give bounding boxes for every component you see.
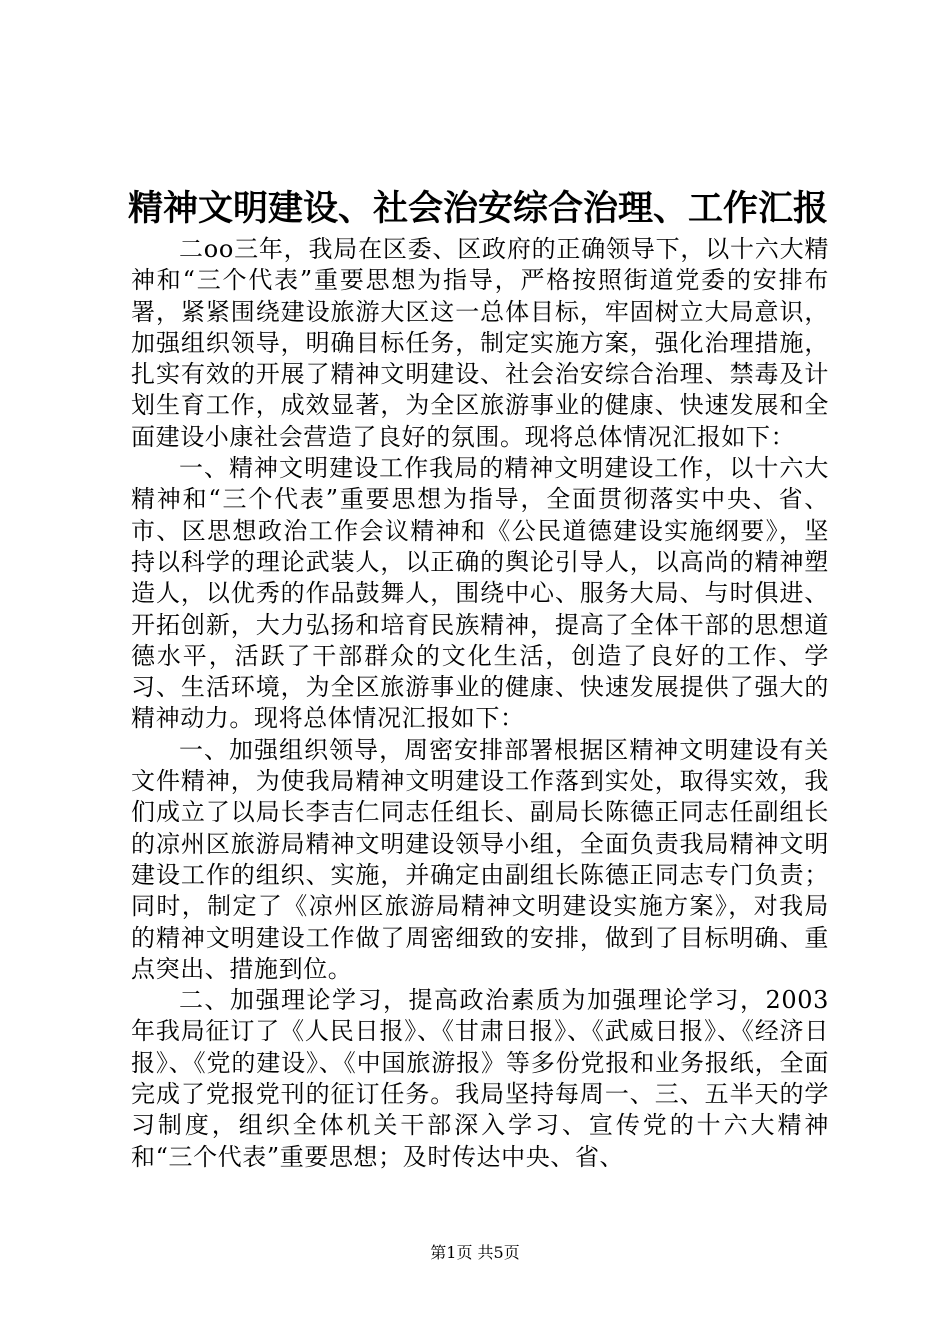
paragraph-study: 二、加强理论学习，提高政治素质为加强理论学习，2003年我局征订了《人民日报》、《甘肃日报》、《武威日报》、《经济日报》、《党的建设》、《中国旅游报》等多份党报和业务报纸，全面完成了党报党刊的征订任务。我局坚持每周一、三、五半天的学习制度，组织全体机关干部深入学习、宣传党的十六大精神和“三个代表”重要思想；及时传达中央、省、 bbox=[131, 986, 829, 1171]
paragraph-organization: 一、加强组织领导，周密安排部署根据区精神文明建设有关文件精神，为使我局精神文明建设工作落到实处，取得实效，我们成立了以局长李吉仁同志任组长、副局长陈德正同志任副组长的凉州区旅游局精神文明建设领导小组，全面负责我局精神文明建设工作的组织、实施，并确定由副组长陈德正同志专门负责；同时，制定了《凉州区旅游局精神文明建设实施方案》，对我局的精神文明建设工作做了周密细致的安排，做到了目标明确、重点突出、措施到位。 bbox=[131, 735, 829, 983]
paragraph-intro: 二oo三年，我局在区委、区政府的正确领导下，以十六大精神和“三个代表”重要思想为指导，严格按照街道党委的安排布署，紧紧围绕建设旅游大区这一总体目标，牢固树立大局意识，加强组织领导，明确目标任务，制定实施方案，强化治理措施，扎实有效的开展了精神文明建设、社会治安综合治理、禁毒及计划生育工作，成效显著，为全区旅游事业的健康、快速发展和全面建设小康社会营造了良好的氛围。现将总体情况汇报如下： bbox=[131, 235, 829, 451]
page-number-footer: 第1页 共5页 bbox=[430, 1243, 520, 1262]
document-body bbox=[131, 234, 829, 1173]
paragraph-section-one: 一、精神文明建设工作我局的精神文明建设工作，以十六大精神和“三个代表”重要思想为指导，全面贯彻落实中央、省、市、区思想政治工作会议精神和《公民道德建设实施纲要》，坚持以科学的理论武装人，以正确的舆论引导人，以高尚的精神塑造人，以优秀的作品鼓舞人，围绕中心、服务大局、与时俱进、开拓创新，大力弘扬和培育民族精神，提高了全体干部的思想道德水平，活跃了干部群众的文化生活，创造了良好的工作、学习、生活环境，为全区旅游事业的健康、快速发展提供了强大的精神动力。现将总体情况汇报如下： bbox=[131, 454, 829, 733]
document-title: 精神文明建设、社会治安综合治理、工作汇报 bbox=[128, 188, 829, 229]
